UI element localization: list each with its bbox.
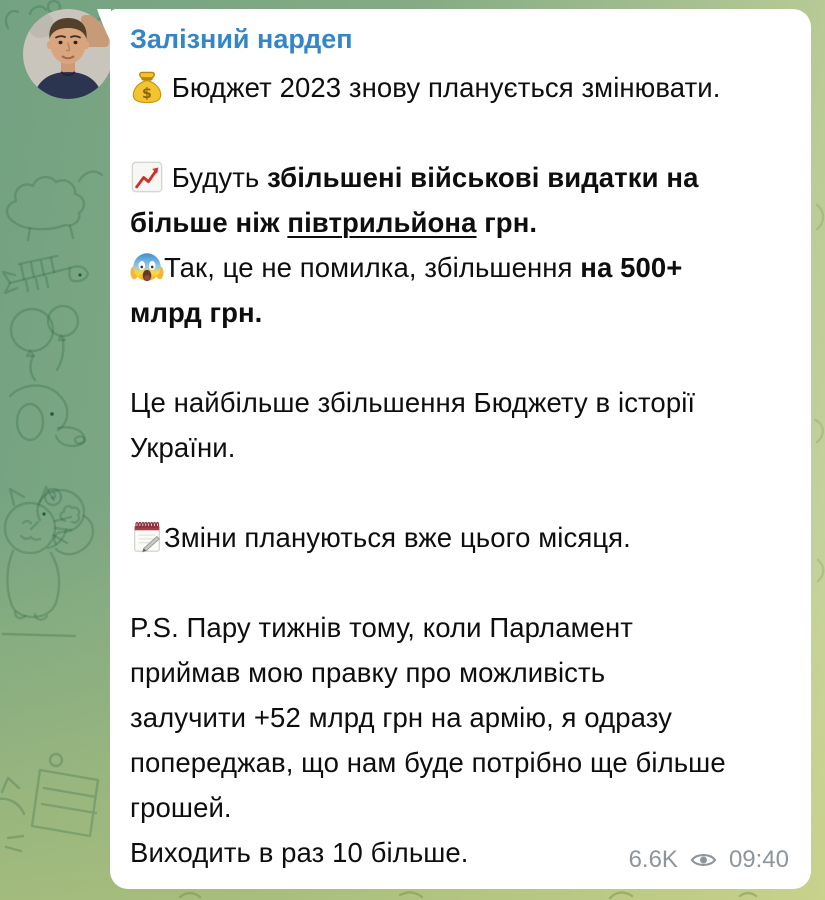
spiral-notepad-icon (130, 515, 164, 560)
views-count: 6.6K (628, 846, 678, 873)
text-segment: залучити +52 млрд грн на армію, я одразу (130, 702, 672, 733)
text-segment: Будуть (164, 162, 268, 193)
text-segment: Зміни плануються вже цього місяця. (164, 522, 631, 553)
chart-increasing-icon (130, 155, 164, 200)
eye-icon (690, 850, 717, 870)
text-segment: млрд грн. (130, 297, 263, 328)
message-text (130, 65, 789, 875)
channel-name[interactable]: Залізний нардеп (130, 24, 353, 54)
text-segment: грн. (476, 207, 538, 238)
scream-face-icon (130, 245, 164, 290)
text-segment: більше ніж (130, 207, 288, 238)
text-segment: України. (130, 432, 236, 463)
paragraph (130, 515, 789, 560)
message-meta (629, 846, 789, 874)
text-segment: на 500+ (580, 252, 683, 283)
paragraph (130, 605, 789, 875)
text-segment: Виходить в раз 10 більше. (130, 837, 469, 868)
bubble-tail (97, 9, 112, 43)
text-segment: Бюджет 2023 знову планується змінювати. (164, 72, 721, 103)
timestamp: 09:40 (728, 846, 789, 873)
text-segment: півтрильйона (287, 207, 477, 238)
text-segment: грошей. (130, 792, 232, 823)
text-segment: попереджав, що нам буде потрібно ще більше (130, 747, 726, 778)
message-bubble[interactable] (110, 9, 811, 889)
text-segment: Так, це не помилка, збільшення (164, 252, 581, 283)
text-segment: Це найбільше збільшення Бюджету в історії (130, 387, 696, 418)
text-segment: P.S. Пару тижнів тому, коли Парламент (130, 612, 633, 643)
paragraph (130, 155, 789, 335)
paragraph (130, 65, 789, 110)
text-segment: приймав мою правку про можливість (130, 657, 606, 688)
svg-text:$: $ (142, 85, 152, 102)
text-segment: збільшені військові видатки на (267, 162, 699, 193)
paragraph (130, 380, 789, 470)
money-bag-icon (130, 65, 164, 110)
